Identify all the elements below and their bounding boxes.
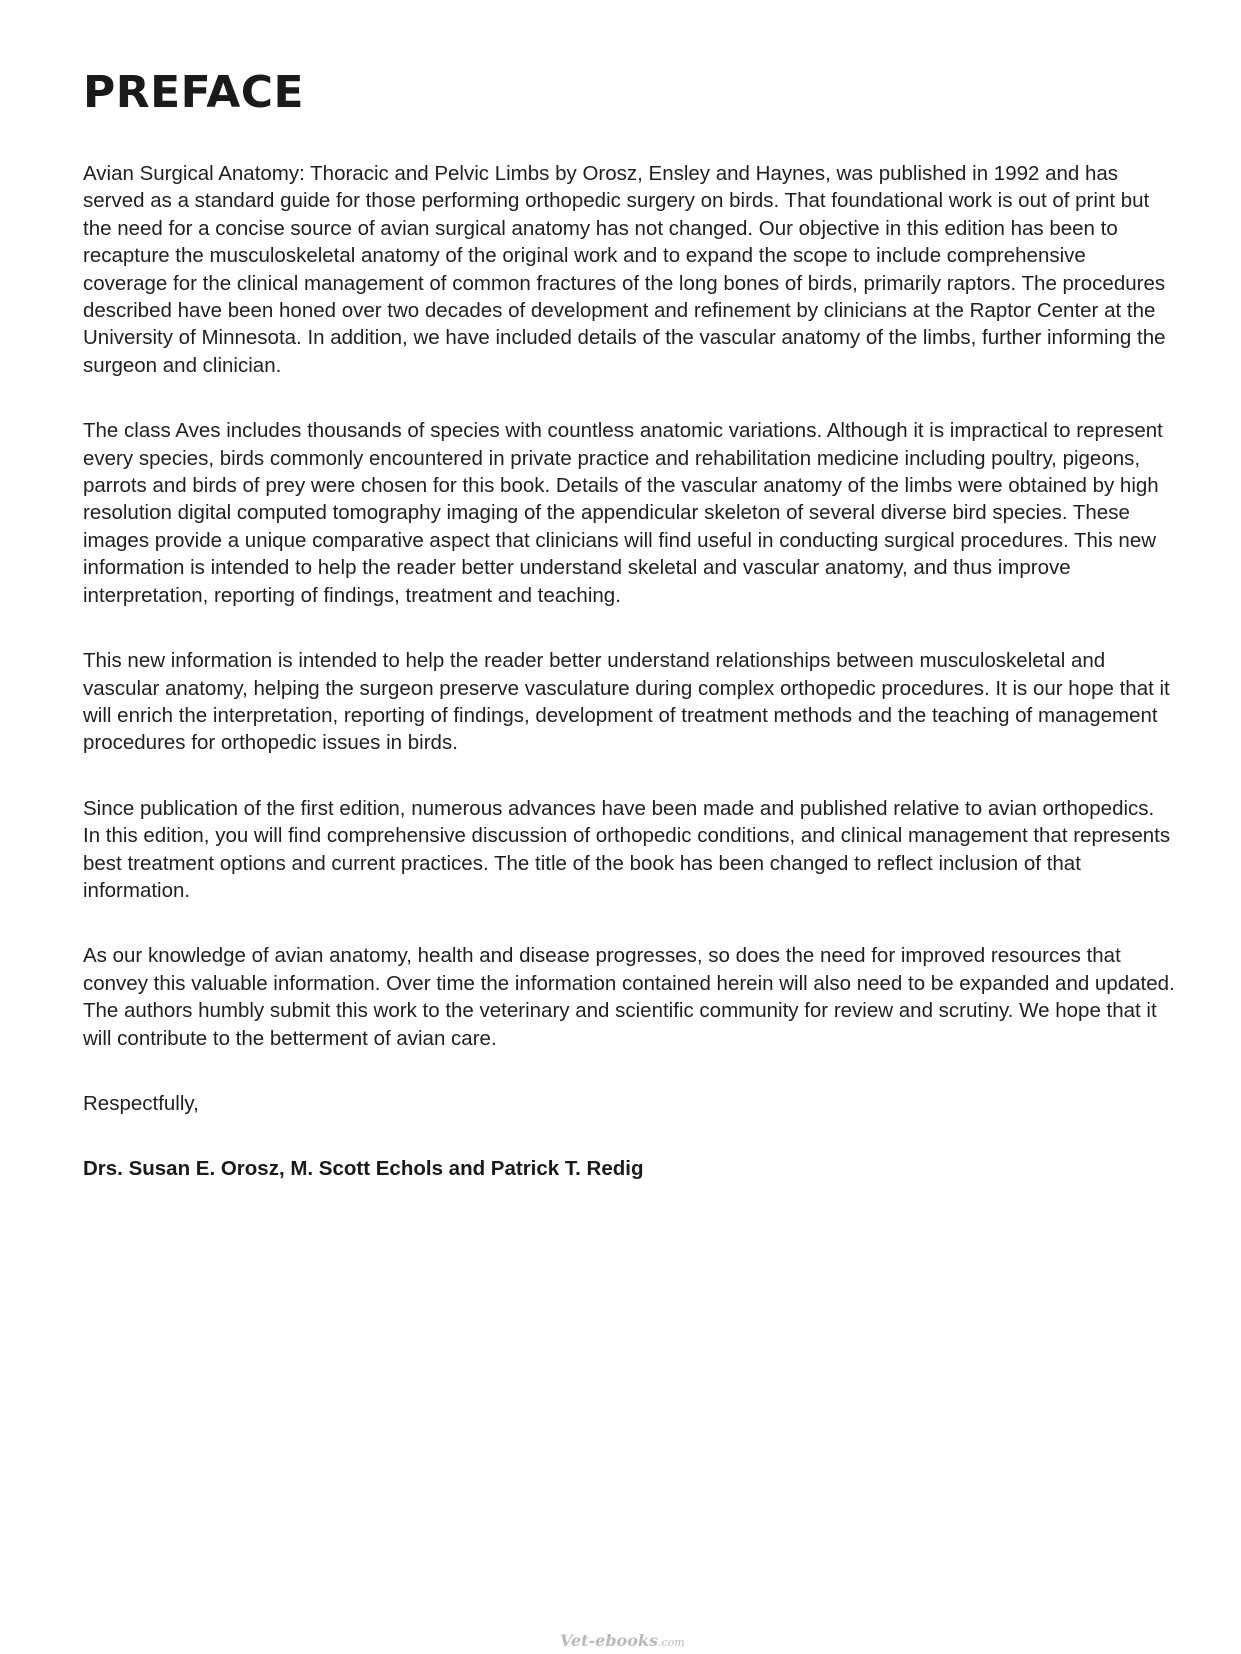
paragraph-2: The class Aves includes thousands of species with countless anatomic variations. Although it is impractical to represent every species, birds commonly encountered in private practice and rehabilitation medicine including poultry, pigeons, parrots and birds of prey were chosen for this book. Details of the vascular anatomy of the limbs were obtained by high resolution digital computed tomography imaging of the appendicular skeleton of several diverse bird species. These images provide a unique comparative aspect that clinicians will find useful in conducting surgical procedures. This new information is intended to help the reader better understand skeletal and vascular anatomy, and thus improve interpretation, reporting of findings, treatment and teaching.	[83, 419, 1163, 607]
paragraph-5: As our knowledge of avian anatomy, health and disease progresses, so does the need for improved resources that convey this valuable information. Over time the information contained herein will also need to be expanded and updated. The authors humbly submit this work to the veterinary and scientific community for review and scrutiny. We hope that it will contribute to the betterment of avian care.	[83, 944, 1175, 1050]
paragraph-1: Avian Surgical Anatomy: Thoracic and Pelvic Limbs by Orosz, Ensley and Haynes, was published in 1992 and has served as a standard guide for those performing orthopedic surgery on birds. That foundational work is out of print but the need for a concise source of avian surgical anatomy has not changed. Our objective in this edition has been to recapture the musculoskeletal anatomy of the original work and to expand the scope to include comprehensive coverage for the clinical management of common fractures of the long bones of birds, primarily raptors. The procedures described have been honed over two decades of development and refinement by clinicians at the Raptor Center at the University of Minnesota. In addition, we have included details of the vascular anatomy of the limbs, further informing the surgeon and clinician.	[83, 162, 1166, 377]
watermark-logo	[560, 1630, 695, 1652]
paragraph-4: Since publication of the first edition, numerous advances have been made and published relative to avian orthopedics. In this edition, you will find comprehensive discussion of orthopedic conditions, and clinical management that represents best treatment options and current practices. The title of the book has been changed to reflect inclusion of that information.	[83, 796, 1171, 902]
watermark-suffix-text: .com	[657, 1636, 685, 1649]
watermark-main-text: Vet-ebooks	[560, 1631, 658, 1650]
page-title: PREFACE	[83, 67, 305, 118]
closing-salutation: Respectfully,	[83, 1091, 199, 1115]
author-signature: Drs. Susan E. Orosz, M. Scott Echols and Patrick T. Redig	[83, 1157, 644, 1181]
paragraph-3: This new information is intended to help the reader better understand relationships between musculoskeletal and vascular anatomy, helping the surgeon preserve vasculature during complex orthopedic procedures. It is our hope that it will enrich the interpretation, reporting of findings, development of treatment methods and the teaching of management procedures for orthopedic issues in birds.	[83, 649, 1170, 755]
preface-body	[83, 160, 1175, 1183]
